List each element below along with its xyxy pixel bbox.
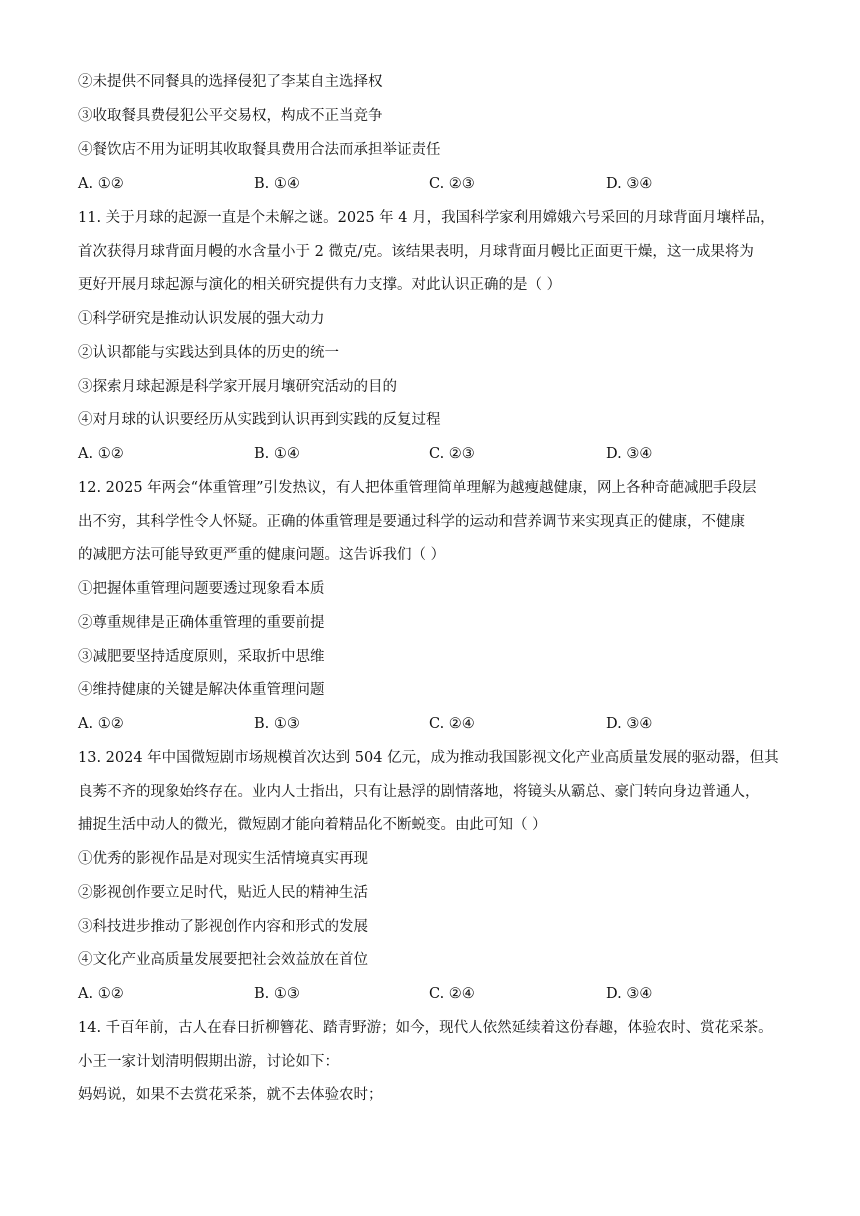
q11-stem-line-3: 更好开展月球起源与演化的相关研究提供有力支撑。对此认识正确的是（ ）: [78, 277, 562, 293]
q14-stem-line-3: 妈妈说，如果不去赏花采茶，就不去体验农时；: [78, 1087, 383, 1103]
q13-option-c: C. ②④: [429, 986, 475, 1002]
q10-option-b: B. ①④: [254, 176, 300, 192]
q11-option-c: C. ②③: [429, 446, 475, 462]
q12-option-a: A. ①②: [78, 716, 124, 732]
q13-statement-3: ③科技进步推动了影视创作内容和形式的发展: [78, 919, 368, 935]
q13-stem-line-2: 良莠不齐的现象始终存在。业内人士指出，只有让悬浮的剧情落地，将镜头从霸总、豪门转向身边普通人，: [78, 784, 760, 800]
q12-stem-line-2: 出不穷，其科学性令人怀疑。正确的体重管理是要通过科学的运动和营养调节来实现真正的健康，不健康: [78, 514, 745, 530]
q10-option-c: C. ②③: [429, 176, 475, 192]
q10-statement-4: ④餐饮店不用为证明其收取餐具费用合法而承担举证责任: [78, 142, 441, 158]
q11-stem-line-2: 首次获得月球背面月幔的水含量小于 2 微克/克。该结果表明，月球背面月幔比正面更干燥，这一成果将为: [78, 244, 754, 260]
q13-option-d: D. ③④: [606, 986, 653, 1002]
q13-option-b: B. ①③: [254, 986, 300, 1002]
q11-option-d: D. ③④: [606, 446, 653, 462]
q12-statement-2: ②尊重规律是正确体重管理的重要前提: [78, 615, 325, 631]
q12-stem-line-1: 12. 2025 年两会“体重管理”引发热议，有人把体重管理简单理解为越瘦越健康，网上各种奇葩减肥手段层: [78, 480, 757, 496]
q13-statement-4: ④文化产业高质量发展要把社会效益放在首位: [78, 952, 368, 968]
q13-statement-1: ①优秀的影视作品是对现实生活情境真实再现: [78, 851, 368, 867]
q11-option-b: B. ①④: [254, 446, 300, 462]
q14-stem-line-2: 小王一家计划清明假期出游，讨论如下：: [78, 1054, 339, 1070]
q10-statement-3: ③收取餐具费侵犯公平交易权，构成不正当竞争: [78, 108, 383, 124]
q12-option-b: B. ①③: [254, 716, 300, 732]
q12-options: [78, 714, 798, 734]
q13-stem-line-3: 捕捉生活中动人的微光，微短剧才能向着精品化不断蜕变。由此可知（ ）: [78, 817, 547, 833]
q11-statement-2: ②认识都能与实践达到具体的历史的统一: [78, 345, 339, 361]
q11-statement-3: ③探索月球起源是科学家开展月壤研究活动的目的: [78, 379, 397, 395]
q13-options: [78, 984, 798, 1004]
q13-statement-2: ②影视创作要立足时代，贴近人民的精神生活: [78, 885, 368, 901]
q11-statement-1: ①科学研究是推动认识发展的强大动力: [78, 311, 325, 327]
q11-statement-4: ④对月球的认识要经历从实践到认识再到实践的反复过程: [78, 412, 441, 428]
q10-statement-2: ②未提供不同餐具的选择侵犯了李某自主选择权: [78, 74, 383, 90]
q11-stem-line-1: 11. 关于月球的起源一直是个未解之谜。2025 年 4 月，我国科学家利用嫦娥六号采回的月球背面月壤样品，: [78, 210, 775, 226]
q10-options: [78, 174, 798, 194]
q11-options: [78, 444, 798, 464]
q12-stem-line-3: 的减肥方法可能导致更严重的健康问题。这告诉我们（ ）: [78, 547, 446, 563]
q12-option-c: C. ②④: [429, 716, 475, 732]
q13-option-a: A. ①②: [78, 986, 124, 1002]
q12-option-d: D. ③④: [606, 716, 653, 732]
q11-option-a: A. ①②: [78, 446, 124, 462]
q13-stem-line-1: 13. 2024 年中国微短剧市场规模首次达到 504 亿元，成为推动我国影视文化产业高质量发展的驱动器，但其: [78, 750, 779, 766]
q10-option-d: D. ③④: [606, 176, 653, 192]
q12-statement-3: ③减肥要坚持适度原则，采取折中思维: [78, 649, 325, 665]
q10-option-a: A. ①②: [78, 176, 124, 192]
q14-stem-line-1: 14. 千百年前，古人在春日折柳簪花、踏青野游；如今，现代人依然延续着这份春趣，体验农时、赏花采茶。: [78, 1020, 773, 1036]
q12-statement-1: ①把握体重管理问题要透过现象看本质: [78, 581, 325, 597]
q12-statement-4: ④维持健康的关键是解决体重管理问题: [78, 682, 325, 698]
